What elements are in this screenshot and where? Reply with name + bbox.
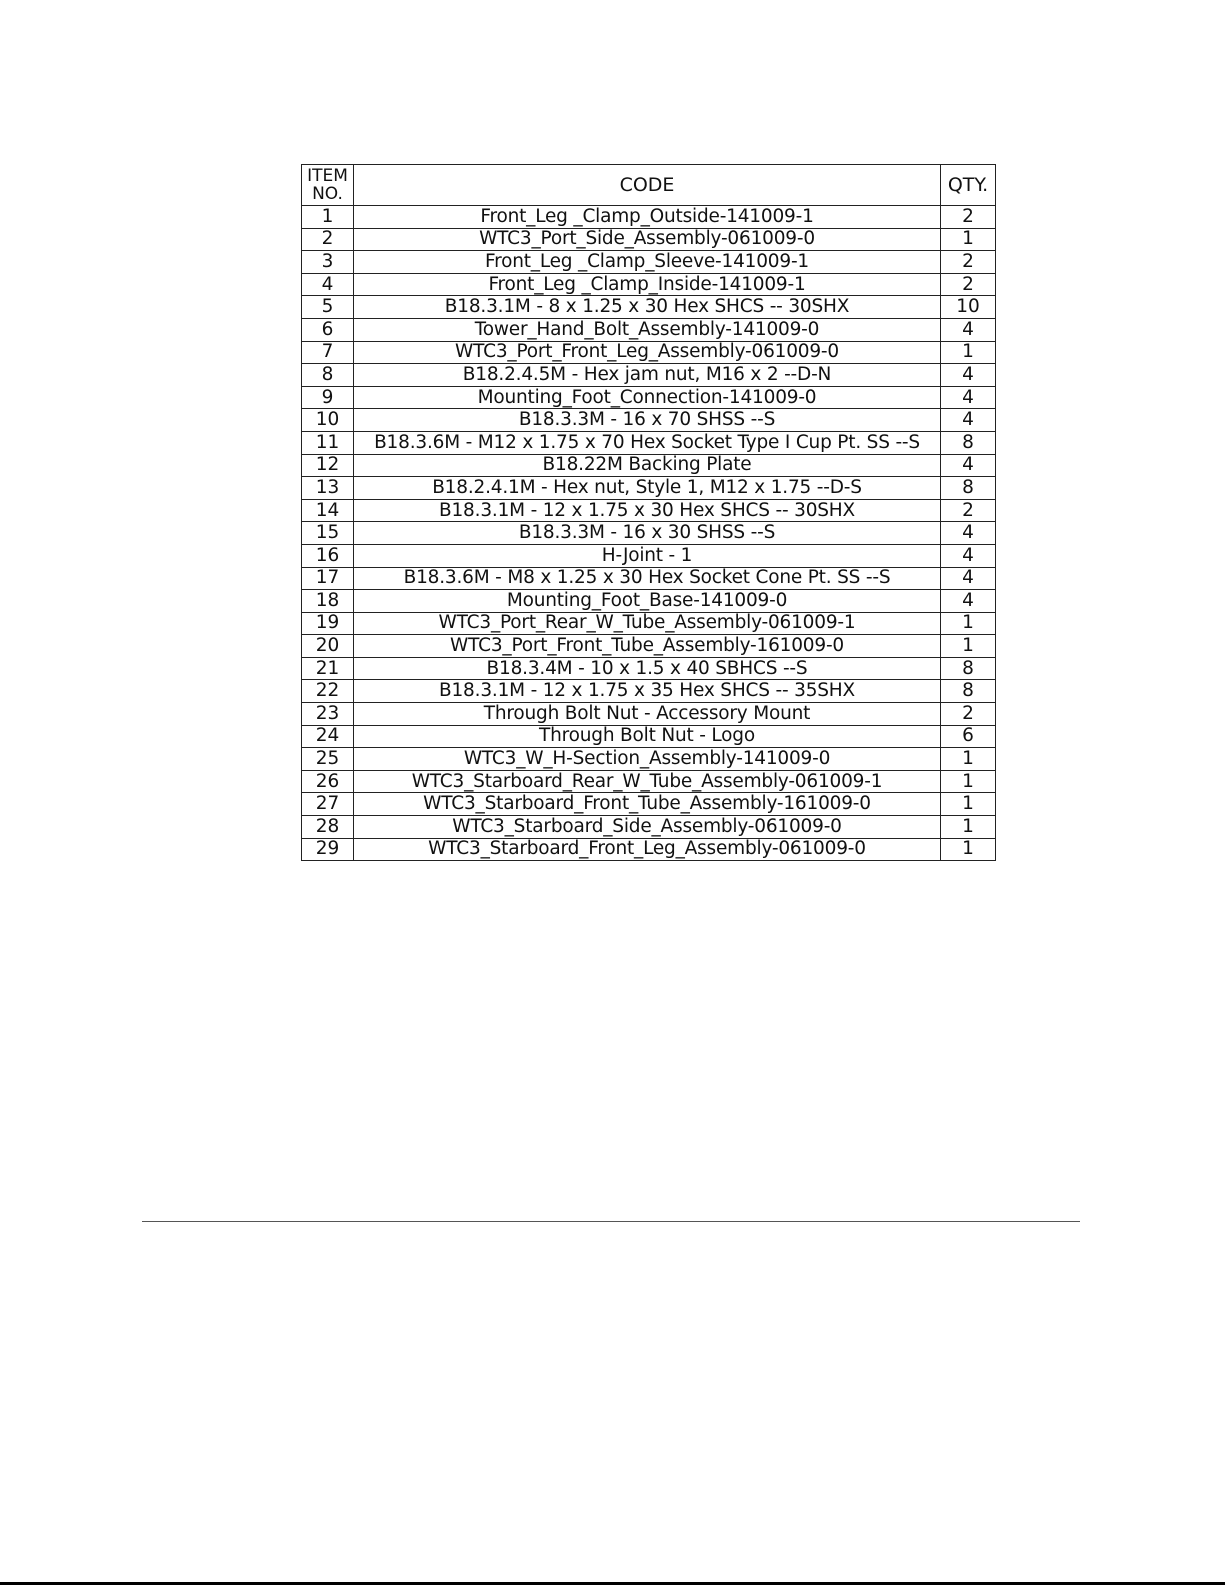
code-cell: WTC3_Starboard_Rear_W_Tube_Assembly-061009-1 <box>354 770 941 793</box>
qty-cell: 1 <box>941 612 996 635</box>
item-no-cell: 25 <box>302 748 354 771</box>
table-body <box>302 206 996 861</box>
table-row <box>302 409 996 432</box>
qty-cell: 8 <box>941 680 996 703</box>
qty-cell: 4 <box>941 386 996 409</box>
table-row <box>302 431 996 454</box>
item-no-header <box>302 165 354 206</box>
qty-cell: 2 <box>941 499 996 522</box>
code-cell: WTC3_W_H-Section_Assembly-141009-0 <box>354 748 941 771</box>
code-cell: B18.3.6M - M8 x 1.25 x 30 Hex Socket Cone Pt. SS --S <box>354 567 941 590</box>
code-cell: Through Bolt Nut - Logo <box>354 725 941 748</box>
item-no-cell: 2 <box>302 228 354 251</box>
item-no-cell: 17 <box>302 567 354 590</box>
table-row <box>302 228 996 251</box>
qty-cell: 1 <box>941 341 996 364</box>
table-row <box>302 364 996 387</box>
qty-cell: 1 <box>941 228 996 251</box>
qty-cell: 8 <box>941 477 996 500</box>
table-row <box>302 296 996 319</box>
bill-of-materials-table <box>301 164 996 861</box>
item-no-cell: 22 <box>302 680 354 703</box>
table-header <box>302 165 996 206</box>
code-cell: B18.22M Backing Plate <box>354 454 941 477</box>
table-row <box>302 251 996 274</box>
code-cell: Through Bolt Nut - Accessory Mount <box>354 703 941 726</box>
item-header-line1: ITEM <box>307 166 348 186</box>
item-no-cell: 21 <box>302 657 354 680</box>
qty-cell: 2 <box>941 206 996 229</box>
item-no-cell: 26 <box>302 770 354 793</box>
table-row <box>302 590 996 613</box>
qty-cell: 2 <box>941 273 996 296</box>
qty-cell: 4 <box>941 544 996 567</box>
item-no-cell: 11 <box>302 431 354 454</box>
table-row <box>302 612 996 635</box>
item-no-cell: 23 <box>302 703 354 726</box>
qty-cell: 4 <box>941 454 996 477</box>
table-row <box>302 770 996 793</box>
code-cell: H-Joint - 1 <box>354 544 941 567</box>
table-row <box>302 748 996 771</box>
qty-cell: 10 <box>941 296 996 319</box>
table-row <box>302 838 996 861</box>
table-row <box>302 206 996 229</box>
table-row <box>302 477 996 500</box>
item-no-cell: 27 <box>302 793 354 816</box>
table-row <box>302 318 996 341</box>
code-cell: WTC3_Port_Rear_W_Tube_Assembly-061009-1 <box>354 612 941 635</box>
item-no-cell: 29 <box>302 838 354 861</box>
code-cell: Front_Leg _Clamp_Inside-141009-1 <box>354 273 941 296</box>
code-cell: WTC3_Starboard_Front_Tube_Assembly-161009-0 <box>354 793 941 816</box>
code-cell: WTC3_Starboard_Side_Assembly-061009-0 <box>354 816 941 839</box>
qty-cell: 8 <box>941 657 996 680</box>
item-no-cell: 28 <box>302 816 354 839</box>
item-no-cell: 24 <box>302 725 354 748</box>
code-cell: Mounting_Foot_Connection-141009-0 <box>354 386 941 409</box>
item-no-cell: 19 <box>302 612 354 635</box>
code-cell: B18.3.1M - 12 x 1.75 x 30 Hex SHCS -- 30SHX <box>354 499 941 522</box>
qty-cell: 1 <box>941 838 996 861</box>
code-cell: B18.3.3M - 16 x 70 SHSS --S <box>354 409 941 432</box>
item-no-cell: 13 <box>302 477 354 500</box>
code-cell: B18.3.3M - 16 x 30 SHSS --S <box>354 522 941 545</box>
footer-divider <box>142 1221 1080 1222</box>
table-row <box>302 567 996 590</box>
table-row <box>302 273 996 296</box>
qty-cell: 4 <box>941 590 996 613</box>
qty-cell: 1 <box>941 748 996 771</box>
item-no-cell: 16 <box>302 544 354 567</box>
qty-cell: 1 <box>941 793 996 816</box>
code-cell: WTC3_Port_Front_Tube_Assembly-161009-0 <box>354 635 941 658</box>
qty-cell: 4 <box>941 364 996 387</box>
code-cell: B18.3.4M - 10 x 1.5 x 40 SBHCS --S <box>354 657 941 680</box>
qty-cell: 1 <box>941 635 996 658</box>
item-no-cell: 9 <box>302 386 354 409</box>
table-row <box>302 725 996 748</box>
qty-cell: 1 <box>941 770 996 793</box>
qty-cell: 2 <box>941 251 996 274</box>
code-cell: B18.3.1M - 12 x 1.75 x 35 Hex SHCS -- 35SHX <box>354 680 941 703</box>
item-no-cell: 4 <box>302 273 354 296</box>
code-cell: B18.3.1M - 8 x 1.25 x 30 Hex SHCS -- 30SHX <box>354 296 941 319</box>
table-row <box>302 386 996 409</box>
code-cell: B18.2.4.1M - Hex nut, Style 1, M12 x 1.75 --D-S <box>354 477 941 500</box>
qty-cell: 1 <box>941 816 996 839</box>
qty-cell: 8 <box>941 431 996 454</box>
table-row <box>302 657 996 680</box>
qty-cell: 4 <box>941 567 996 590</box>
code-cell: Mounting_Foot_Base-141009-0 <box>354 590 941 613</box>
table-row <box>302 703 996 726</box>
table-row <box>302 341 996 364</box>
item-no-cell: 5 <box>302 296 354 319</box>
code-cell: WTC3_Port_Side_Assembly-061009-0 <box>354 228 941 251</box>
code-cell: Front_Leg _Clamp_Sleeve-141009-1 <box>354 251 941 274</box>
code-cell: Front_Leg _Clamp_Outside-141009-1 <box>354 206 941 229</box>
item-no-cell: 3 <box>302 251 354 274</box>
item-no-cell: 20 <box>302 635 354 658</box>
table-row <box>302 793 996 816</box>
item-no-cell: 14 <box>302 499 354 522</box>
qty-cell: 6 <box>941 725 996 748</box>
qty-cell: 2 <box>941 703 996 726</box>
qty-cell: 4 <box>941 409 996 432</box>
table-row <box>302 816 996 839</box>
table-row <box>302 544 996 567</box>
table-row <box>302 454 996 477</box>
qty-cell: 4 <box>941 318 996 341</box>
table-row <box>302 522 996 545</box>
item-no-cell: 18 <box>302 590 354 613</box>
item-no-cell: 15 <box>302 522 354 545</box>
code-cell: WTC3_Port_Front_Leg_Assembly-061009-0 <box>354 341 941 364</box>
header-row <box>302 165 996 206</box>
code-cell: B18.3.6M - M12 x 1.75 x 70 Hex Socket Type I Cup Pt. SS --S <box>354 431 941 454</box>
item-header-line2: NO. <box>312 184 343 204</box>
item-no-cell: 12 <box>302 454 354 477</box>
table-row <box>302 680 996 703</box>
item-no-cell: 6 <box>302 318 354 341</box>
item-no-cell: 7 <box>302 341 354 364</box>
code-cell: B18.2.4.5M - Hex jam nut, M16 x 2 --D-N <box>354 364 941 387</box>
code-cell: WTC3_Starboard_Front_Leg_Assembly-061009-0 <box>354 838 941 861</box>
item-no-cell: 8 <box>302 364 354 387</box>
code-cell: Tower_Hand_Bolt_Assembly-141009-0 <box>354 318 941 341</box>
qty-cell: 4 <box>941 522 996 545</box>
table-row <box>302 499 996 522</box>
table-row <box>302 635 996 658</box>
item-no-cell: 10 <box>302 409 354 432</box>
qty-header: QTY. <box>941 165 996 206</box>
item-no-cell: 1 <box>302 206 354 229</box>
code-header: CODE <box>354 165 941 206</box>
